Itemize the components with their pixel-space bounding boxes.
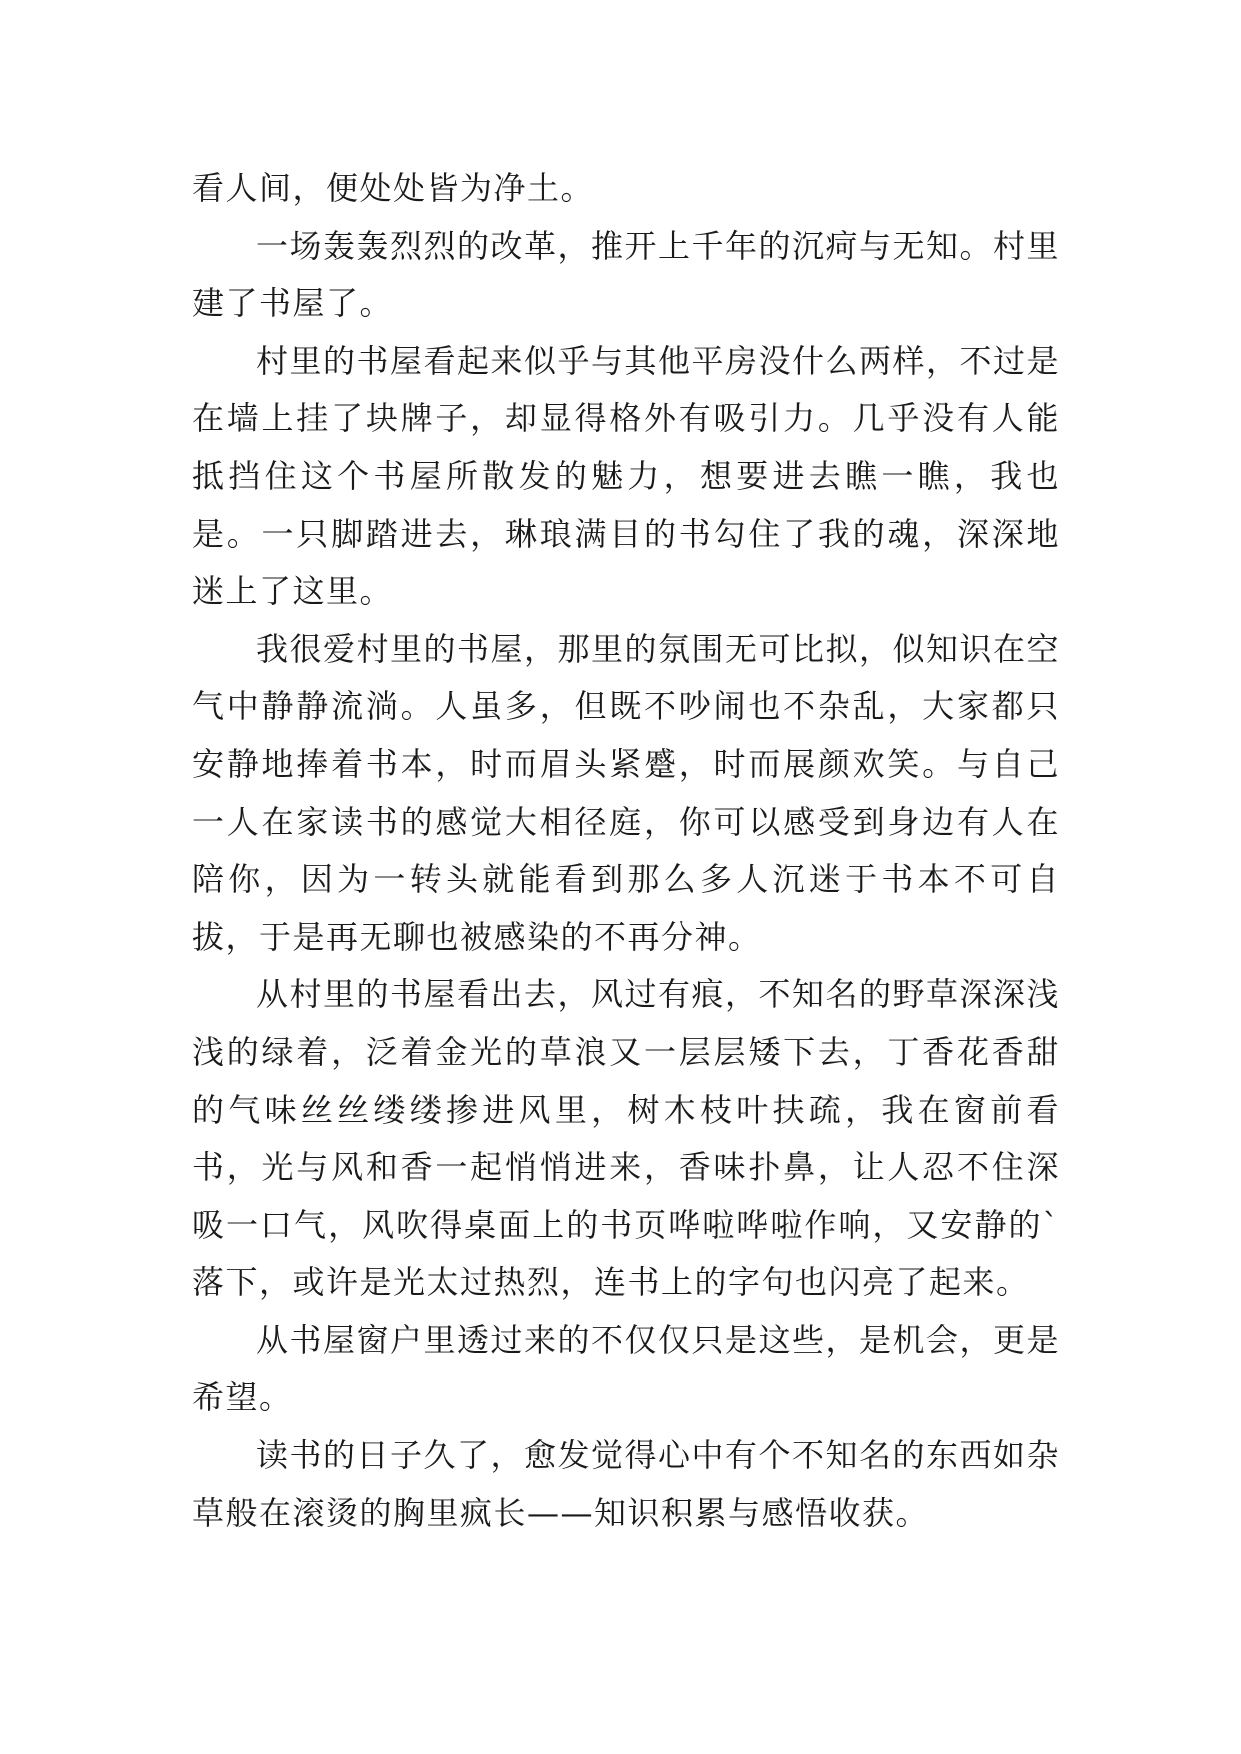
paragraph-reform: 一场轰轰烈烈的改革，推开上千年的沉疴与无知。村里建了书屋了。: [192, 226, 1061, 323]
paragraph-window-view: 从村里的书屋看出去，风过有痕，不知名的野草深深浅浅的绿着，泛着金光的草浪又一层层矮下去，丁香花香甜的气味丝丝缕缕掺进风里，树木枝叶扶疏，我在窗前看书，光与风和香一起悄悄进来，香味扑鼻，让人忍不住深吸一口气，风吹得桌面上的书页哗啦哗啦作响，又安静的`落下，或许是光太过热烈，连书上的字句也闪亮了起来。: [192, 975, 1061, 1302]
paragraph-bookhouse-atmosphere: 我很爱村里的书屋，那里的氛围无可比拟，似知识在空气中静静流淌。人虽多，但既不吵闹也不杂乱，大家都只安静地捧着书本，时而眉头紧蹙，时而展颜欢笑。与自己一人在家读书的感觉大相径庭，你可以感受到身边有人在陪你，因为一转头就能看到那么多人沉迷于书本不可自拔，于是再无聊也被感染的不再分神。: [192, 629, 1061, 956]
paragraph-continuation: 看人间，便处处皆为净土。: [192, 169, 595, 207]
document-body: [192, 160, 1060, 1542]
paragraph-knowledge: 读书的日子久了，愈发觉得心中有个不知名的东西如杂草般在滚烫的胸里疯长——知识积累与感悟收获。: [192, 1436, 1061, 1532]
paragraph-bookhouse-appearance: 村里的书屋看起来似乎与其他平房没什么两样，不过是在墙上挂了块牌子，却显得格外有吸引力。几乎没有人能抵挡住这个书屋所散发的魅力，想要进去瞧一瞧，我也是。一只脚踏进去，琳琅满目的书勾住了我的魂，深深地迷上了这里。: [192, 341, 1061, 611]
paragraph-opportunity: 从书屋窗户里透过来的不仅仅只是这些，是机会，更是希望。: [192, 1320, 1061, 1417]
